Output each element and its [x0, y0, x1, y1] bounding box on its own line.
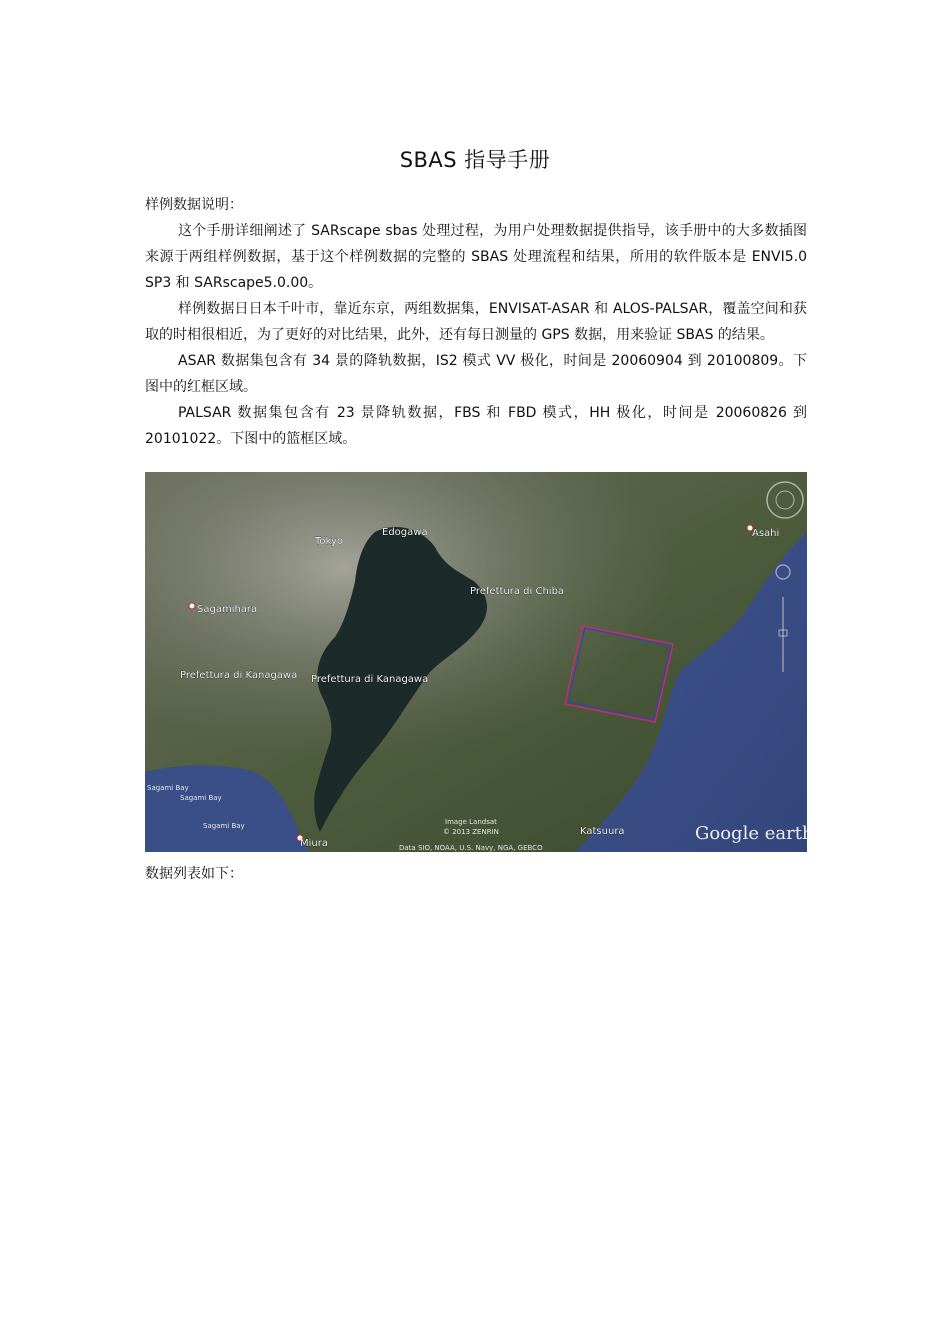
label-miura: Miura: [300, 838, 328, 849]
paragraph-intro: 这个手册详细阐述了 SARscape sbas 处理过程，为用户处理数据提供指导，该手册中的大多数插图来源于两组样例数据，基于这个样例数据的完整的 SBAS 处理流程和结果，所用的软件版本是 ENVI5.0 SP3 和 SARscape5.0.00。: [145, 223, 807, 291]
attribution-landsat: Image Landsat: [445, 818, 497, 826]
study-area-map: [145, 472, 807, 852]
label-edogawa: Edogawa: [382, 527, 428, 538]
label-sagami-bay-2: Sagami Bay: [180, 794, 222, 802]
attribution-data: Data SIO, NOAA, U.S. Navy, NGA, GEBCO: [399, 844, 543, 852]
label-sagami-bay-3: Sagami Bay: [203, 822, 245, 830]
document-body: [145, 192, 807, 452]
label-kanagawa-bay: Prefettura di Kanagawa: [311, 674, 429, 685]
label-asahi: Asahi: [752, 528, 780, 539]
label-tokyo: Tokyo: [315, 536, 343, 547]
document-title: SBAS 指导手册: [399, 148, 551, 172]
data-list-heading: 数据列表如下：: [145, 866, 243, 882]
label-sagamihara: Sagamihara: [197, 604, 258, 615]
paragraph-location: 样例数据日日本千叶市，靠近东京，两组数据集，ENVISAT-ASAR 和 ALOS-PALSAR，覆盖空间和获取的时相很相近，为了更好的对比结果，此外，还有每日测量的 GPS 数据，用来验证 SBAS 的结果。: [145, 301, 807, 343]
label-kanagawa-left: Prefettura di Kanagawa: [180, 670, 298, 681]
paragraph-palsar: PALSAR 数据集包含有 23 景降轨数据，FBS 和 FBD 模式，HH 极化，时间是 20060826 到 20101022。下图中的篮框区域。: [145, 405, 807, 447]
sagamihara-marker: [189, 603, 195, 609]
section-heading: 样例数据说明：: [145, 197, 243, 213]
satellite-image: [145, 472, 807, 852]
attribution-zenrin: © 2013 ZENRIN: [443, 828, 499, 836]
google-earth-logo: Google earth: [695, 823, 807, 844]
paragraph-asar: ASAR 数据集包含有 34 景的降轨数据，IS2 模式 VV 极化，时间是 20060904 到 20100809。下图中的红框区域。: [145, 353, 807, 395]
label-sagami-bay-1: Sagami Bay: [147, 784, 189, 792]
label-chiba: Prefettura di Chiba: [470, 586, 565, 597]
label-katsuura: Katsuura: [580, 826, 625, 837]
